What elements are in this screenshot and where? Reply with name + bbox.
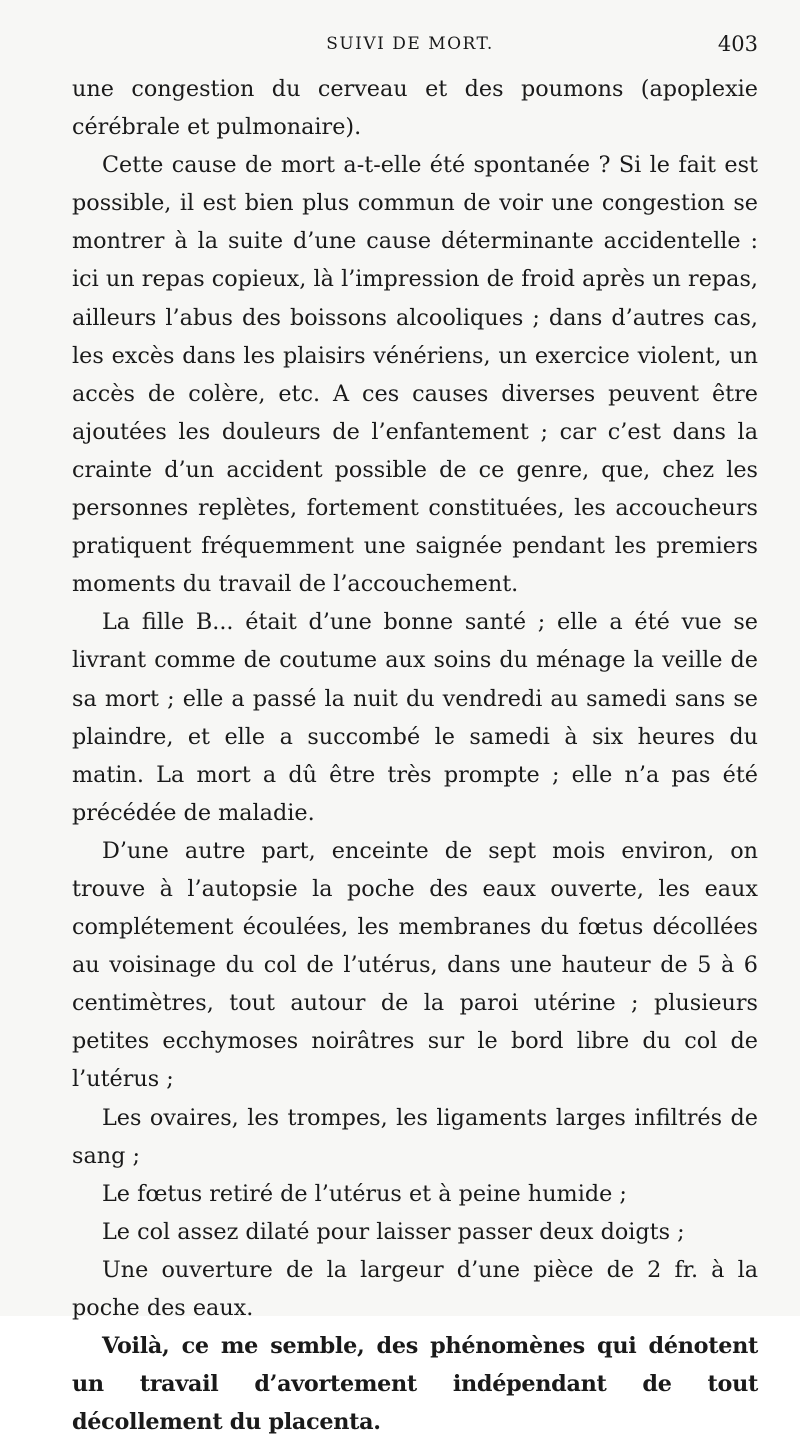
paragraph-conclusion: Voilà, ce me semble, des phénomènes qui dénotent un travail d’avortement indépendant de tout décollement du placenta.: [72, 1333, 758, 1436]
paragraph-cervix: Le col assez dilaté pour laisser passer deux doigts ;: [102, 1218, 685, 1245]
running-head: SUIVI DE MORT.: [326, 34, 494, 54]
paragraph-cause-of-death: Cette cause de mort a-t-elle été spontanée ? Si le fait est possible, il est bien plus commun de voir une congestion se montrer à la suite d’une cause déterminante accidentelle : ici un repas copieux, là l’impression de froid après un repas, ailleurs l’abus des boissons alcooliques ; dans d’autres cas, les excès dans les plaisirs vénériens, un exercice violent, un accès de colère, etc. A ces causes diverses peuvent être ajoutées les douleurs de l’enfantement ; car c’est dans la crainte d’un accident possible de ce genre, que, chez les personnes replètes, fortement constituées, les accoucheurs pratiquent fréquemment une saignée pendant les premiers moments du travail de l’accouchement.: [72, 152, 758, 598]
paragraph-autopsy: D’une autre part, enceinte de sept mois environ, on trouve à l’autopsie la poche des eaux ouverte, les eaux complétement écoulées, les membranes du fœtus décollées au voisinage du col de l’utérus, dans une hauteur de 5 à 6 centimètres, tout autour de la paroi utérine ; plusieurs petites ecchymoses noirâtres sur le bord libre du col de l’utérus ;: [72, 837, 758, 1093]
paragraph-opening: Une ouverture de la largeur d’une pièce de 2 fr. à la poche des eaux.: [72, 1256, 758, 1321]
page-header: [72, 30, 758, 64]
paragraph-foetus: Le fœtus retiré de l’utérus et à peine humide ;: [102, 1180, 627, 1207]
page-number: 403: [717, 32, 758, 56]
body-text: [72, 70, 758, 1441]
paragraph-continuation: une congestion du cerveau et des poumons (apoplexie cérébrale et pulmonaire).: [72, 76, 758, 141]
paragraph-ovaries: Les ovaires, les trompes, les ligaments larges infiltrés de sang ;: [72, 1104, 758, 1169]
paragraph-case-history: La fille B... était d’une bonne santé ; elle a été vue se livrant comme de coutume aux soins du ménage la veille de sa mort ; elle a passé la nuit du vendredi au samedi sans se plaindre, et elle a succombé le samedi à six heures du matin. La mort a dû être très prompte ; elle n’a pas été précédée de maladie.: [72, 609, 758, 826]
